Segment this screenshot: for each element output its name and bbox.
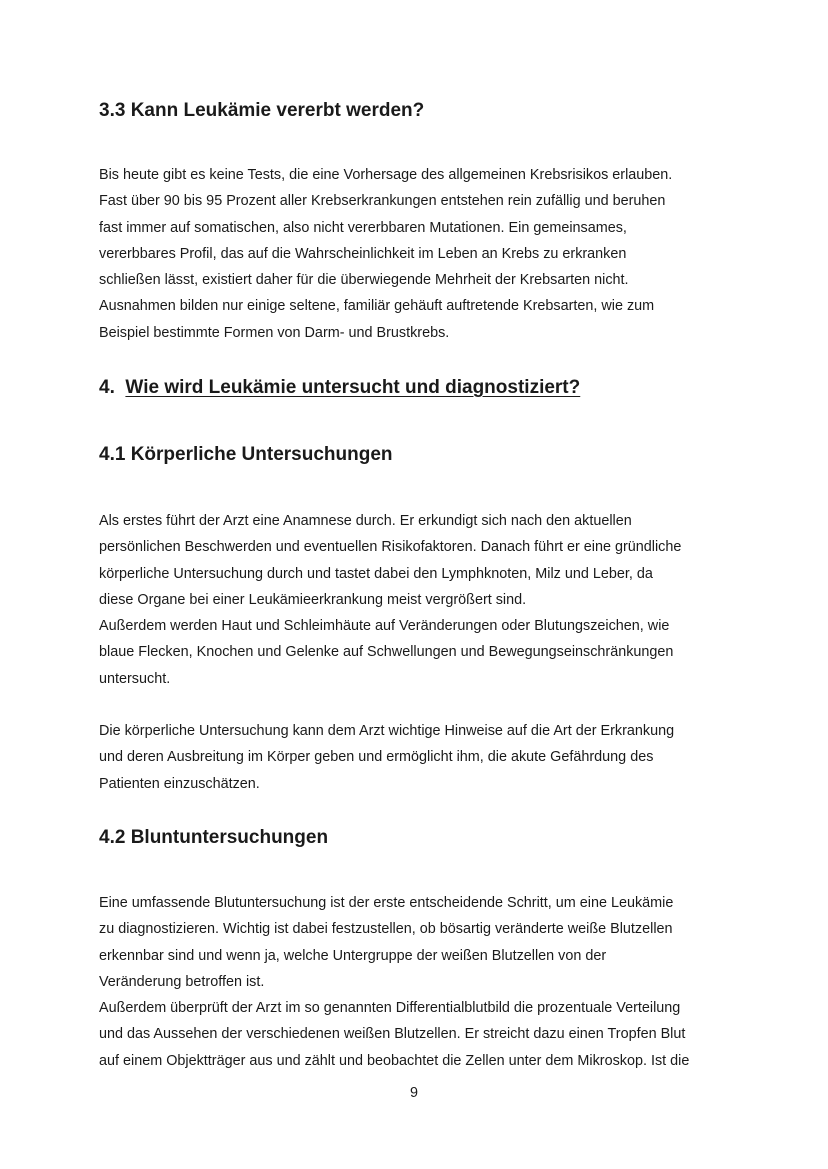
- text-line: blaue Flecken, Knochen und Gelenke auf Schwellungen und Bewegungseinschränkungen: [99, 644, 674, 661]
- text-line: Die körperliche Untersuchung kann dem Arzt wichtige Hinweise auf die Art der Erkrankung: [99, 723, 675, 739]
- text-line: Eine umfassende Blutuntersuchung ist der erste entscheidende Schritt, um eine Leukämie: [99, 895, 674, 911]
- heading-4-1: 4.1 Körperliche Untersuchungen: [99, 444, 393, 465]
- text-line: Patienten einzuschätzen.: [99, 775, 260, 792]
- heading-3-3: 3.3 Kann Leukämie vererbt werden?: [99, 100, 425, 121]
- text-line: diese Organe bei einer Leukämieerkrankung meist vergrößert sind.: [99, 591, 527, 608]
- text-line: körperliche Untersuchung durch und tastet dabei den Lymphknoten, Milz und Leber, da: [99, 565, 653, 582]
- text-line: zu diagnostizieren. Wichtig ist dabei festzustellen, ob bösartig veränderte weiße Blutzellen: [99, 921, 673, 938]
- text-line: Als erstes führt der Arzt eine Anamnese durch. Er erkundigt sich nach den aktuellen: [99, 513, 632, 529]
- text-line: untersucht.: [99, 670, 171, 687]
- text-line: Bis heute gibt es keine Tests, die eine Vorhersage des allgemeinen Krebsrisikos erlauben.: [99, 167, 673, 183]
- paragraph-4-1-b: [99, 718, 739, 797]
- heading-4-2: 4.2 Bluntuntersuchungen: [99, 827, 329, 848]
- text-line: Veränderung betroffen ist.: [99, 973, 265, 990]
- text-line: Außerdem werden Haut und Schleimhäute auf Veränderungen oder Blutungszeichen, wie: [99, 618, 670, 635]
- text-line: auf einem Objektträger aus und zählt und beobachtet die Zellen unter dem Mikroskop. Ist die: [99, 1052, 690, 1069]
- page-number: 9: [409, 1085, 418, 1101]
- text-line: fast immer auf somatischen, also nicht vererbbaren Mutationen. Ein gemeinsames,: [99, 219, 627, 236]
- text-line: persönlichen Beschwerden und eventuellen Risikofaktoren. Danach führt er eine gründliche: [99, 539, 682, 556]
- heading-4-title: Wie wird Leukämie untersucht und diagnostiziert?: [125, 377, 581, 398]
- text-line: Außerdem überprüft der Arzt im so genannten Differentialblutbild die prozentuale Verteilung: [99, 1000, 681, 1017]
- text-line: Fast über 90 bis 95 Prozent aller Krebserkrankungen entstehen rein zufällig und beruhen: [99, 193, 666, 210]
- text-line: und deren Ausbreitung im Körper geben und ermöglicht ihm, die akute Gefährdung des: [99, 749, 654, 766]
- text-line: schließen lässt, existiert daher für die überwiegende Mehrheit der Krebsarten nicht.: [99, 272, 629, 289]
- text-line: Ausnahmen bilden nur einige seltene, familiär gehäuft auftretende Krebsarten, wie zum: [99, 298, 655, 315]
- heading-4: [99, 377, 580, 399]
- text-line: Beispiel bestimmte Formen von Darm- und Brustkrebs.: [99, 324, 450, 341]
- paragraph-3-3: [99, 162, 739, 346]
- heading-4-number: 4.: [99, 377, 115, 398]
- text-line: und das Aussehen der verschiedenen weißen Blutzellen. Er streicht dazu einen Tropfen Blut: [99, 1026, 686, 1043]
- paragraph-4-2: [99, 890, 739, 1074]
- text-line: erkennbar sind und wenn ja, welche Untergruppe der weißen Blutzellen von der: [99, 947, 607, 964]
- text-line: vererbbares Profil, das auf die Wahrscheinlichkeit im Leben an Krebs zu erkranken: [99, 245, 627, 262]
- paragraph-4-1-a: [99, 508, 739, 692]
